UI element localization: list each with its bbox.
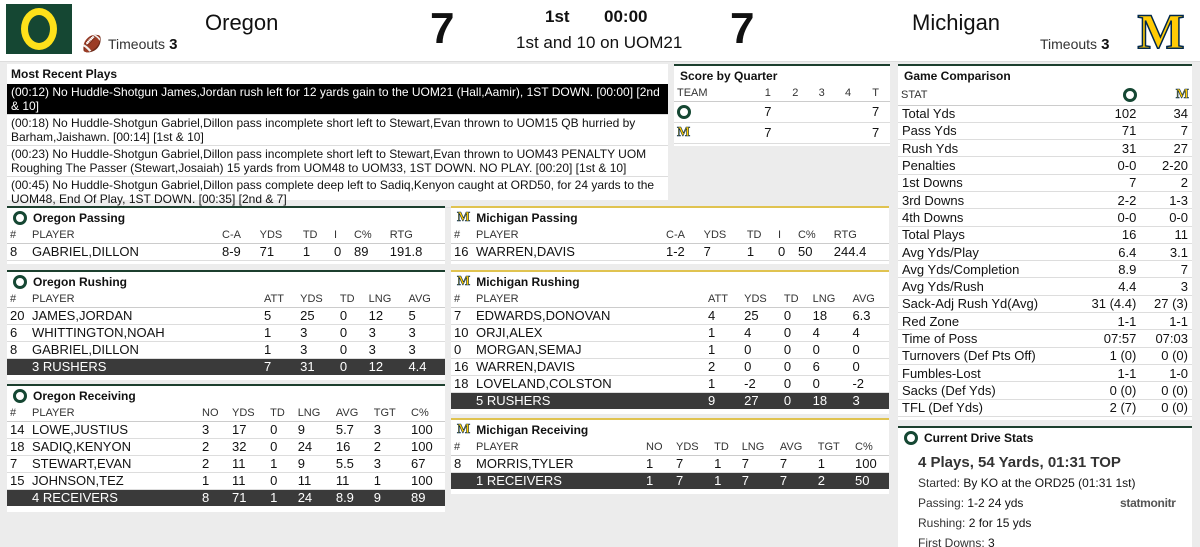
game-quarter: 1st [545, 7, 570, 26]
table-row[interactable]: 18 SADIQ,KENYON 2 32 0 24 16 2 100 [7, 438, 445, 455]
table-row: Total Plays 16 11 [898, 226, 1192, 243]
stats-table [451, 440, 889, 489]
home-team-name: Oregon [205, 10, 279, 35]
column-header: # [451, 292, 473, 307]
drive-rushing: Rushing: 2 for 15 yds [918, 516, 1032, 530]
table-row: 3rd Downs 2-2 1-3 [898, 191, 1192, 208]
game-comparison-panel [898, 64, 1192, 420]
stats-table [451, 228, 889, 261]
panel-title: Michigan Rushing [476, 275, 580, 289]
oregon-logo-icon [13, 275, 27, 289]
column-header: # [7, 406, 29, 421]
score-by-quarter-panel [674, 64, 890, 146]
oregon-logo-icon [904, 431, 918, 445]
game-comparison-table [898, 86, 1192, 417]
table-row: Pass Yds 71 7 [898, 122, 1192, 139]
column-header: # [7, 228, 29, 243]
table-row[interactable]: 8 GABRIEL,DILLON 8-9 71 1 0 89 191.8 [7, 243, 445, 260]
table-row: 7 7 [674, 101, 890, 122]
table-row[interactable]: 16 WARREN,DAVIS 2 0 0 6 0 [451, 358, 889, 375]
oregon-receiving-panel [7, 384, 445, 512]
michigan-logo-icon: M [457, 422, 471, 437]
oregon-logo-icon [13, 389, 27, 403]
column-header: TD [337, 292, 366, 307]
column-header: LNG [295, 406, 333, 421]
table-row: 1st Downs 7 2 [898, 174, 1192, 191]
column-header: TEAM [674, 86, 753, 101]
column-header: YDS [741, 292, 781, 307]
michigan-logo-icon: M [1175, 87, 1189, 103]
column-header: # [451, 228, 473, 243]
column-header: T [861, 86, 890, 101]
column-header: 3 [809, 86, 835, 101]
stats-table [451, 292, 889, 409]
table-row: Penalties 0-0 2-20 [898, 157, 1192, 174]
column-header: 4 [835, 86, 861, 101]
michigan-receiving-panel [451, 418, 889, 494]
table-row: Red Zone 1-1 1-1 [898, 313, 1192, 330]
stats-table [7, 292, 445, 375]
play-item[interactable]: (00:23) No Huddle-Shotgun Gabriel,Dillon pass incomplete short left to Stewart,Evan thrown to UOM43 PENALTY UOM Roughing The Passer (Stewart,Josaiah) 15 yards from UOM48 to UOM33, 1ST DOWN. NO PLAY. [00:20] [1st & 10] [7, 146, 668, 177]
current-drive-panel [898, 426, 1192, 547]
table-row: Avg Yds/Completion 8.9 7 [898, 261, 1192, 278]
table-row[interactable]: 10 ORJI,ALEX 1 4 0 4 4 [451, 324, 889, 341]
column-header: C% [351, 228, 387, 243]
panel-title: Oregon Rushing [33, 275, 127, 289]
column-header: AVG [849, 292, 889, 307]
table-row[interactable]: 8 GABRIEL,DILLON 1 3 0 3 3 [7, 341, 445, 358]
oregon-logo-icon [1123, 88, 1137, 102]
oregon-logo [6, 4, 72, 54]
drive-first-downs: First Downs: 3 [918, 536, 995, 547]
table-row[interactable]: 8 MORRIS,TYLER 1 7 1 7 7 1 100 [451, 455, 889, 472]
table-row: Time of Poss 07:57 07:03 [898, 330, 1192, 347]
away-team-name: Michigan [912, 10, 1001, 35]
table-row: Fumbles-Lost 1-1 1-0 [898, 364, 1192, 381]
table-row: 4th Downs 0-0 0-0 [898, 209, 1192, 226]
away-timeouts: Timeouts 3 [1040, 36, 1110, 53]
table-row: Sacks (Def Yds) 0 (0) 0 (0) [898, 382, 1192, 399]
column-header: YDS [673, 440, 711, 455]
possession-football-icon: 🏈 [82, 36, 102, 53]
column-header: 2 [782, 86, 808, 101]
game-clock: 00:00 [604, 7, 648, 26]
play-item[interactable]: (00:45) No Huddle-Shotgun Gabriel,Dillon pass complete deep left to Sadiq,Kenyon caught at ORD50, for 24 yards to the UOM48, End Of Play, 1ST DOWN. [00:35] [2nd & 7] [7, 177, 668, 208]
column-header: YDS [257, 228, 300, 243]
panel-title: Oregon Receiving [33, 389, 136, 403]
stats-table [7, 228, 445, 261]
drive-summary: 4 Plays, 54 Yards, 01:31 TOP [918, 454, 1121, 471]
table-row: TFL (Def Yds) 2 (7) 0 (0) [898, 399, 1192, 416]
column-header: YDS [229, 406, 267, 421]
totals-row: 5 RUSHERS 9 27 0 18 3 [451, 392, 889, 409]
scoreboard-header [0, 0, 1200, 62]
column-header: ATT [261, 292, 297, 307]
drive-passing: Passing: 1-2 24 yds [918, 496, 1024, 510]
panel-title: Most Recent Plays [11, 67, 118, 81]
home-score: 7 [430, 4, 455, 53]
column-header: # [7, 292, 29, 307]
column-header: PLAYER [29, 292, 261, 307]
most-recent-plays-panel [7, 64, 668, 206]
column-header: LNG [366, 292, 406, 307]
table-row: Avg Yds/Rush 4.4 3 [898, 278, 1192, 295]
table-row[interactable]: 20 JAMES,JORDAN 5 25 0 12 5 [7, 307, 445, 324]
panel-title: Michigan Receiving [476, 423, 589, 437]
play-item[interactable]: (00:12) No Huddle-Shotgun James,Jordan rush left for 12 yards gain to the UOM21 (Hall,Aamir), 1ST DOWN. [00:00] [2nd & 10] [7, 84, 668, 115]
table-row[interactable]: 0 MORGAN,SEMAJ 1 0 0 0 0 [451, 341, 889, 358]
table-row: Turnovers (Def Pts Off) 1 (0) 0 (0) [898, 347, 1192, 364]
column-header: C% [852, 440, 889, 455]
table-row[interactable]: 14 LOWE,JUSTIUS 3 17 0 9 5.7 3 100 [7, 421, 445, 438]
column-header: I [331, 228, 351, 243]
column-header: STAT [898, 86, 1075, 105]
score-by-quarter-table [674, 86, 890, 144]
column-header: C-A [663, 228, 701, 243]
column-header: TD [711, 440, 739, 455]
table-row[interactable]: 18 LOVELAND,COLSTON 1 -2 0 0 -2 [451, 375, 889, 392]
table-row: Sack-Adj Rush Yd(Avg) 31 (4.4) 27 (3) [898, 295, 1192, 312]
column-header: ATT [705, 292, 741, 307]
panel-title: Current Drive Stats [924, 431, 1034, 445]
table-row: Total Yds 102 34 [898, 105, 1192, 122]
table-row[interactable]: 15 JOHNSON,TEZ 1 11 0 11 11 1 100 [7, 472, 445, 489]
column-header: NO [199, 406, 229, 421]
table-row[interactable]: 6 WHITTINGTON,NOAH 1 3 0 3 3 [7, 324, 445, 341]
table-row: Avg Yds/Play 6.4 3.1 [898, 243, 1192, 260]
column-header: LNG [739, 440, 777, 455]
totals-row: 3 RUSHERS 7 31 0 12 4.4 [7, 358, 445, 375]
table-row[interactable]: 7 STEWART,EVAN 2 11 1 9 5.5 3 67 [7, 455, 445, 472]
michigan-logo-icon: M [457, 274, 471, 289]
michigan-logo-icon: M [677, 125, 691, 141]
statmonitr-logo[interactable]: statmonitr [1120, 496, 1176, 510]
column-header: AVG [777, 440, 815, 455]
column-header: C% [408, 406, 445, 421]
column-header: TD [300, 228, 331, 243]
panel-title: Score by Quarter [680, 69, 778, 83]
michigan-passing-panel [451, 206, 889, 264]
column-header: TD [781, 292, 810, 307]
column-header: PLAYER [29, 406, 199, 421]
column-header: RTG [387, 228, 445, 243]
column-header: RTG [831, 228, 889, 243]
panel-title: Game Comparison [904, 69, 1011, 83]
column-header: TD [744, 228, 775, 243]
oregon-passing-panel [7, 206, 445, 264]
column-header: PLAYER [473, 292, 705, 307]
totals-row: 4 RECEIVERS 8 71 1 24 8.9 9 89 [7, 489, 445, 506]
michigan-rushing-panel [451, 270, 889, 414]
column-header: # [451, 440, 473, 455]
column-header: I [775, 228, 795, 243]
down-and-distance: 1st and 10 on UOM21 [516, 33, 683, 52]
totals-row: 1 RECEIVERS 1 7 1 7 7 2 50 [451, 472, 889, 489]
away-score: 7 [730, 4, 755, 53]
table-row[interactable]: 7 EDWARDS,DONOVAN 4 25 0 18 6.3 [451, 307, 889, 324]
michigan-logo-icon: M [457, 210, 471, 225]
column-header: TGT [815, 440, 852, 455]
oregon-logo-icon [677, 105, 691, 119]
michigan-logo: M [1137, 3, 1185, 59]
column-header: TD [267, 406, 295, 421]
column-header: LNG [810, 292, 850, 307]
panel-title: Oregon Passing [33, 211, 126, 225]
table-row: Rush Yds 31 27 [898, 140, 1192, 157]
column-header: 1 [753, 86, 782, 101]
oregon-logo-icon [13, 211, 27, 225]
stats-table [7, 406, 445, 506]
column-header: C% [795, 228, 831, 243]
column-header: NO [643, 440, 673, 455]
column-header: TGT [371, 406, 408, 421]
column-header: PLAYER [473, 228, 663, 243]
column-header: AVG [333, 406, 371, 421]
column-header: YDS [701, 228, 744, 243]
oregon-rushing-panel [7, 270, 445, 380]
table-row[interactable]: 16 WARREN,DAVIS 1-2 7 1 0 50 244.4 [451, 243, 889, 260]
column-header: PLAYER [473, 440, 643, 455]
column-header: C-A [219, 228, 257, 243]
drive-started: Started: By KO at the ORD25 (01:31 1st) [918, 476, 1136, 490]
table-row: M 7 7 [674, 122, 890, 143]
column-header: PLAYER [29, 228, 219, 243]
panel-title: Michigan Passing [476, 211, 578, 225]
column-header: YDS [297, 292, 337, 307]
home-timeouts: Timeouts 3 [108, 36, 178, 53]
play-item[interactable]: (00:18) No Huddle-Shotgun Gabriel,Dillon pass incomplete short left to Stewart,Evan thrown to UOM15 QB hurried by Barham,Jaishawn. [00:14] [1st & 10] [7, 115, 668, 146]
column-header: AVG [405, 292, 445, 307]
